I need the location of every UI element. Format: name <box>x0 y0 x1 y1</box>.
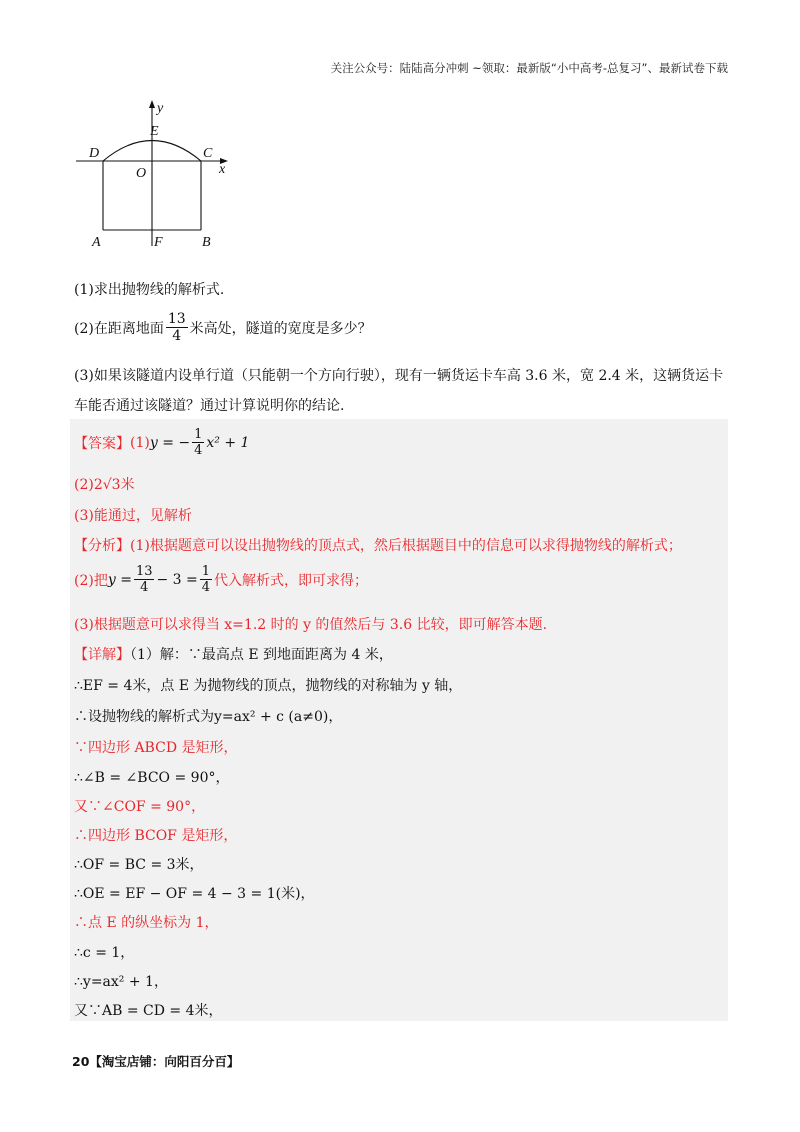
detail-line-6: 又∵∠COF = 90°， <box>74 799 206 815</box>
answer-1-fraction <box>192 428 204 457</box>
answer-1-pre: (1) <box>130 434 150 451</box>
detail-line-2: ∴EF = 4米，点 E 为抛物线的顶点，抛物线的对称轴为 y 轴， <box>74 678 463 694</box>
analysis-p2-mid: − 3 = <box>156 571 198 588</box>
label-b: B <box>202 235 211 250</box>
detail-line-9: ∴OE = EF − OF = 4 − 3 = 1(米)， <box>74 886 315 902</box>
analysis-line-2 <box>74 565 368 594</box>
question-2 <box>74 312 372 343</box>
label-x: x <box>219 162 226 177</box>
detail-line-11: ∴c = 1， <box>74 945 135 961</box>
answer-label: 【答案】 <box>74 435 130 452</box>
analysis-p2-lhs: y = <box>107 571 132 588</box>
detail-line-5: ∴∠B = ∠BCO = 90°， <box>74 770 230 786</box>
analysis-fraction-13-4 <box>134 565 155 594</box>
header-note: 关注公众号：陆陆高分冲刺 ~领取：最新版“小中高考-总复习”、最新试卷下载 <box>330 61 728 75</box>
label-c: C <box>203 146 213 161</box>
analysis-line-3: (3)根据题意可以求得当 x=1.2 时的 y 的值然后与 3.6 比较，即可解答本题. <box>74 617 548 633</box>
label-e: E <box>150 124 159 139</box>
fraction-numerator: 1 <box>201 564 211 579</box>
analysis-p2-post: 代入解析式，即可求得； <box>214 572 369 589</box>
fraction-13-4 <box>166 312 188 343</box>
tunnel-figure <box>70 98 240 258</box>
analysis-p1: (1)根据题意可以设出抛物线的顶点式，然后根据题目中的信息可以求得抛物线的解析式； <box>130 538 682 554</box>
question-2-post: 米高处，隧道的宽度是多少？ <box>189 320 372 337</box>
detail-label: 【详解】 <box>74 647 130 663</box>
detail-d1: （1）解：∵最高点 E 到地面距离为 4 米， <box>130 647 393 663</box>
answer-line-1 <box>74 428 249 457</box>
question-2-pre: (2)在距离地面 <box>74 320 164 337</box>
detail-line-12: ∴y=ax² + 1， <box>74 974 168 990</box>
detail-line-13: 又∵AB = CD = 4米， <box>74 1003 223 1019</box>
detail-line-10: ∴点 E 的纵坐标为 1， <box>74 915 219 931</box>
detail-line-3: ∴设抛物线的解析式为y=ax² + c (a≠0)， <box>74 709 343 725</box>
page-number: 20 <box>72 1054 90 1069</box>
fraction-denominator: 4 <box>194 443 203 458</box>
detail-line-4: ∵四边形 ABCD 是矩形， <box>74 740 238 756</box>
page-footer <box>72 1052 239 1070</box>
label-f: F <box>154 235 163 250</box>
question-1: (1)求出抛物线的解析式. <box>74 282 225 298</box>
fraction-denominator: 4 <box>140 580 149 595</box>
answer-line-3: (3)能通过，见解析 <box>74 508 192 524</box>
answer-line-2: (2)2√3米 <box>74 477 135 493</box>
label-y: y <box>157 101 164 116</box>
question-3: (3)如果该隧道内设单行道（只能朝一个方向行驶），现有一辆货运卡车高 3.6 米，宽 2.4 米，这辆货运卡车能否通过该隧道？通过计算说明你的结论. <box>74 368 724 414</box>
label-a: A <box>92 235 101 250</box>
detail-line-8: ∴OF = BC = 3米， <box>74 857 204 873</box>
analysis-label: 【分析】 <box>74 538 130 554</box>
shop-name: 【淘宝店铺：向阳百分百】 <box>89 1054 240 1069</box>
fraction-numerator: 13 <box>135 564 153 579</box>
fraction-numerator: 1 <box>194 427 203 442</box>
y-axis-arrow <box>149 100 155 108</box>
detail-line-7: ∴四边形 BCOF 是矩形， <box>74 828 238 844</box>
answer-1-lhs: y = − <box>149 434 191 451</box>
label-d: D <box>89 146 100 161</box>
analysis-line-1 <box>74 535 682 555</box>
fraction-denominator: 4 <box>201 580 211 595</box>
answer-1-rhs: x² + 1 <box>206 434 250 451</box>
analysis-fraction-1-4 <box>200 565 212 594</box>
detail-line-1 <box>74 644 393 664</box>
analysis-p2-pre: (2)把 <box>74 572 108 589</box>
label-o: O <box>136 166 147 181</box>
fraction-numerator: 13 <box>167 311 186 327</box>
fraction-denominator: 4 <box>172 328 182 344</box>
